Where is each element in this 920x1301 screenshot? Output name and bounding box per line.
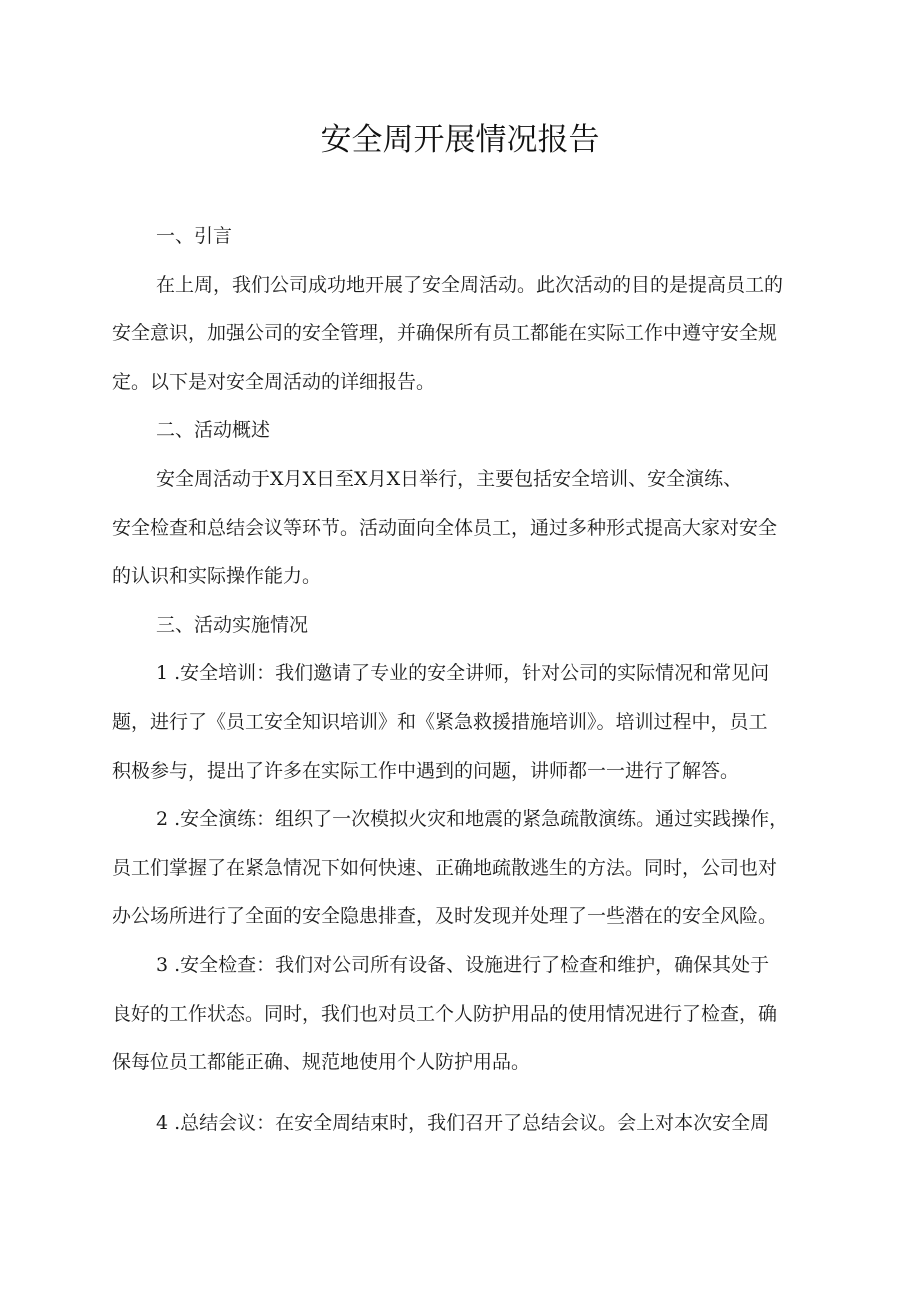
paragraph-line: 安全检查和总结会议等环节。活动面向全体员工，通过多种形式提高大家对安全 — [112, 516, 778, 539]
paragraph-line: 在上周，我们公司成功地开展了安全周活动。此次活动的目的是提高员工的 — [156, 273, 784, 296]
paragraph-line: 4 .总结会议：在安全周结束时，我们召开了总结会议。会上对本次安全周 — [156, 1111, 770, 1134]
section-heading-implementation: 三、活动实施情况 — [156, 613, 309, 636]
section-heading-introduction: 一、引言 — [156, 225, 233, 247]
paragraph-line: 保每位员工都能正确、规范地使用个人防护用品。 — [112, 1051, 531, 1074]
paragraph-summary-meeting — [112, 1099, 812, 1148]
paragraph-line: 良好的工作状态。同时，我们也对员工个人防护用品的使用情况进行了检查，确 — [112, 1002, 778, 1025]
paragraph-overview — [112, 455, 812, 601]
paragraph-line: 1 .安全培训：我们邀请了专业的安全讲师，针对公司的实际情况和常见问 — [156, 662, 770, 685]
paragraph-line: 的认识和实际操作能力。 — [112, 565, 322, 588]
paragraph-spacer — [112, 1087, 812, 1099]
paragraph-line: 安全意识，加强公司的安全管理，并确保所有员工都能在实际工作中遵守安全规 — [112, 322, 778, 345]
paragraph-line: 2 .安全演练：组织了一次模拟火灾和地震的紧急疏散演练。通过实践操作， — [156, 808, 789, 831]
paragraph-drill — [112, 795, 812, 941]
paragraph-line: 定。以下是对安全周活动的详细报告。 — [112, 370, 436, 393]
section-heading-overview: 二、活动概述 — [156, 419, 271, 442]
paragraph-inspection — [112, 941, 812, 1087]
paragraph-introduction — [112, 261, 812, 407]
paragraph-line: 题，进行了《员工安全知识培训》和《紧急救援措施培训》。培训过程中，员工 — [112, 710, 768, 733]
paragraph-line: 积极参与，提出了许多在实际工作中遇到的问题，讲师都一一进行了解答。 — [112, 759, 740, 782]
document-title: 安全周开展情况报告 — [320, 122, 600, 158]
paragraph-line: 安全周活动于X月X日至X月X日举行，主要包括安全培训、安全演练、 — [156, 467, 743, 490]
paragraph-line: 办公场所进行了全面的安全隐患排查，及时发现并处理了一些潜在的安全风险。 — [112, 905, 778, 928]
paragraph-line: 员工们掌握了在紧急情况下如何快速、正确地疏散逃生的方法。同时，公司也对 — [112, 856, 778, 879]
paragraph-line: 3 .安全检查：我们对公司所有设备、设施进行了检查和维护，确保其处于 — [156, 953, 770, 976]
document-body — [112, 212, 812, 1147]
paragraph-training — [112, 649, 812, 795]
